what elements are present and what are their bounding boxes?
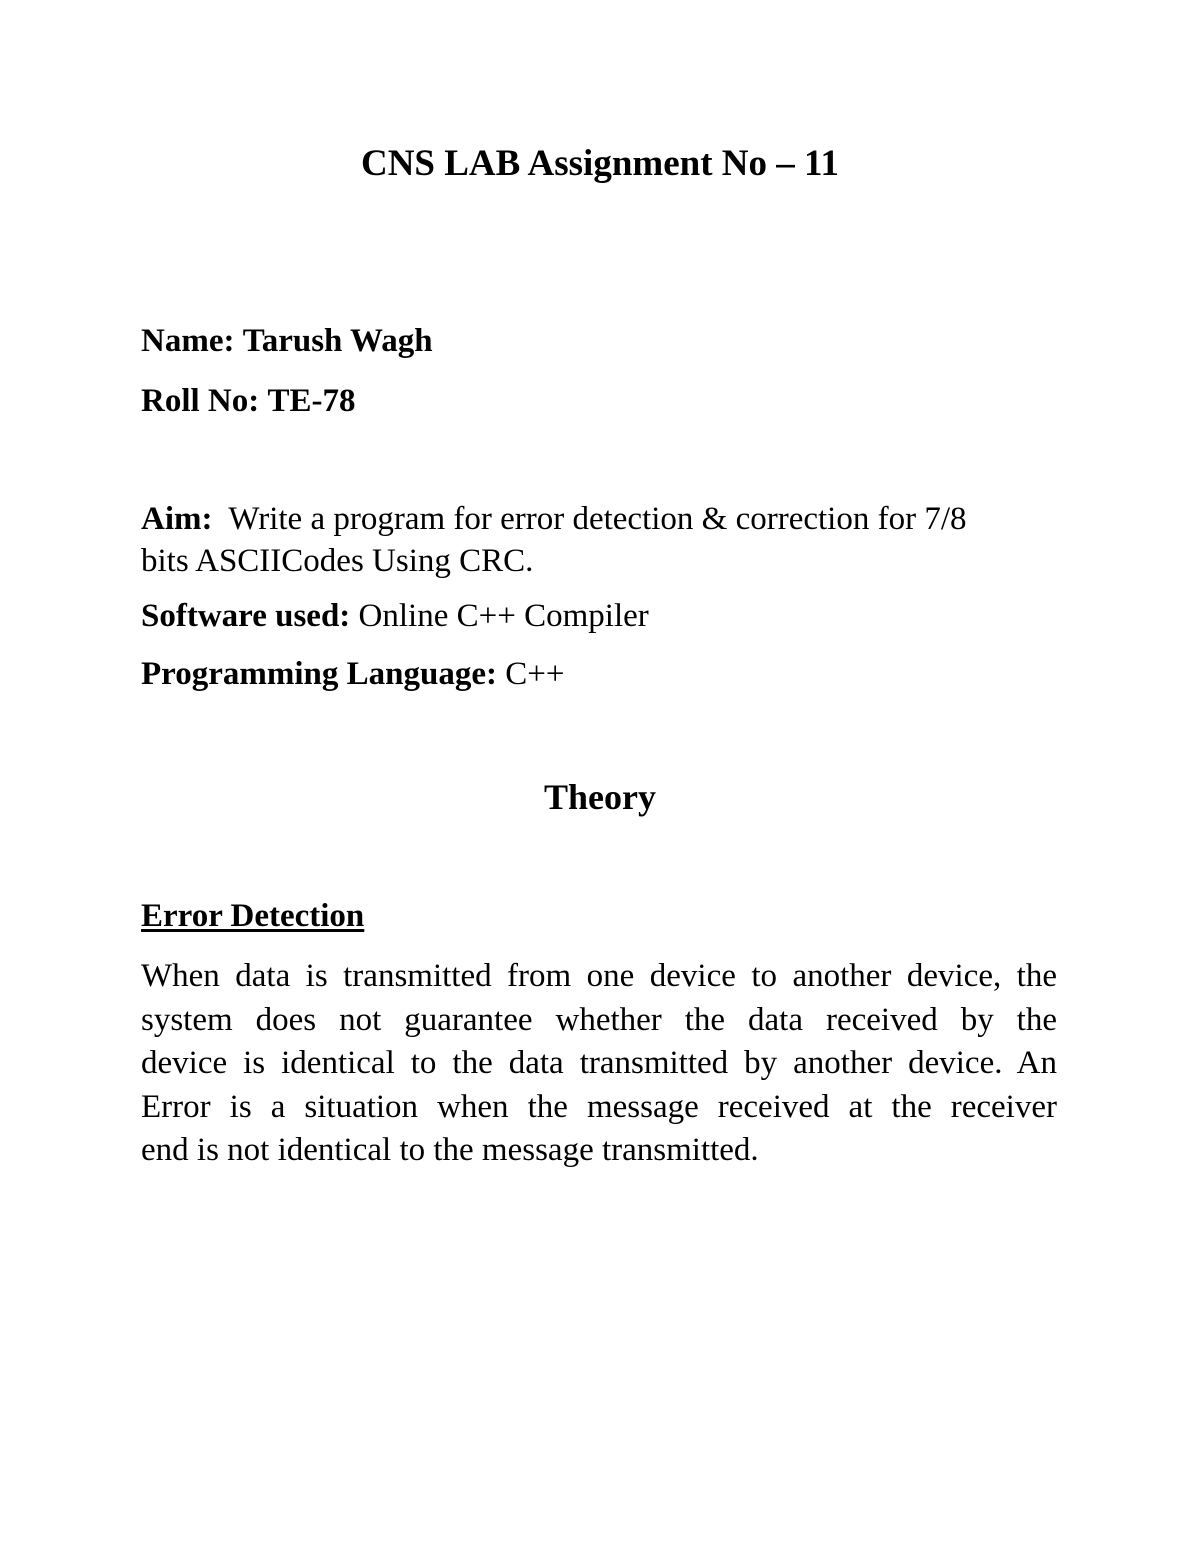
- software-value: Online C++ Compiler: [358, 598, 649, 634]
- roll-label: Roll No:: [141, 383, 260, 419]
- software-label: Software used:: [141, 598, 351, 634]
- language-line: [141, 654, 564, 694]
- aim-text-line1: Write a program for error detection & correction for 7/8: [228, 501, 967, 537]
- paragraph-line: system does not guarantee whether the data received by the: [141, 1001, 1057, 1038]
- paragraph-line: When data is transmitted from one device to another device, the: [141, 958, 1057, 994]
- roll-value: TE-78: [267, 383, 356, 419]
- roll-line: [141, 381, 356, 421]
- aim-line: [141, 499, 967, 539]
- name-label: Name:: [141, 323, 235, 359]
- aim-continuation: [141, 541, 533, 581]
- theory-heading: Theory: [544, 777, 656, 817]
- error-detection-paragraph: [141, 955, 1057, 1173]
- paragraph-line: Error is a situation when the message received at the receiver: [141, 1088, 1057, 1125]
- name-value: Tarush Wagh: [242, 323, 433, 359]
- aim-text-line2: bits ASCIICodes Using CRC.: [141, 543, 534, 579]
- paragraph-line: end is not identical to the message transmitted.: [141, 1132, 759, 1169]
- language-label: Programming Language:: [141, 656, 497, 692]
- language-value: C++: [505, 656, 565, 692]
- aim-label: Aim:: [141, 501, 213, 537]
- software-line: [141, 596, 649, 636]
- name-line: [141, 321, 433, 361]
- paragraph-line: device is identical to the data transmitted by another device. An: [141, 1045, 1057, 1082]
- document-title: CNS LAB Assignment No – 11: [360, 143, 839, 184]
- error-detection-heading: Error Detection: [141, 898, 365, 934]
